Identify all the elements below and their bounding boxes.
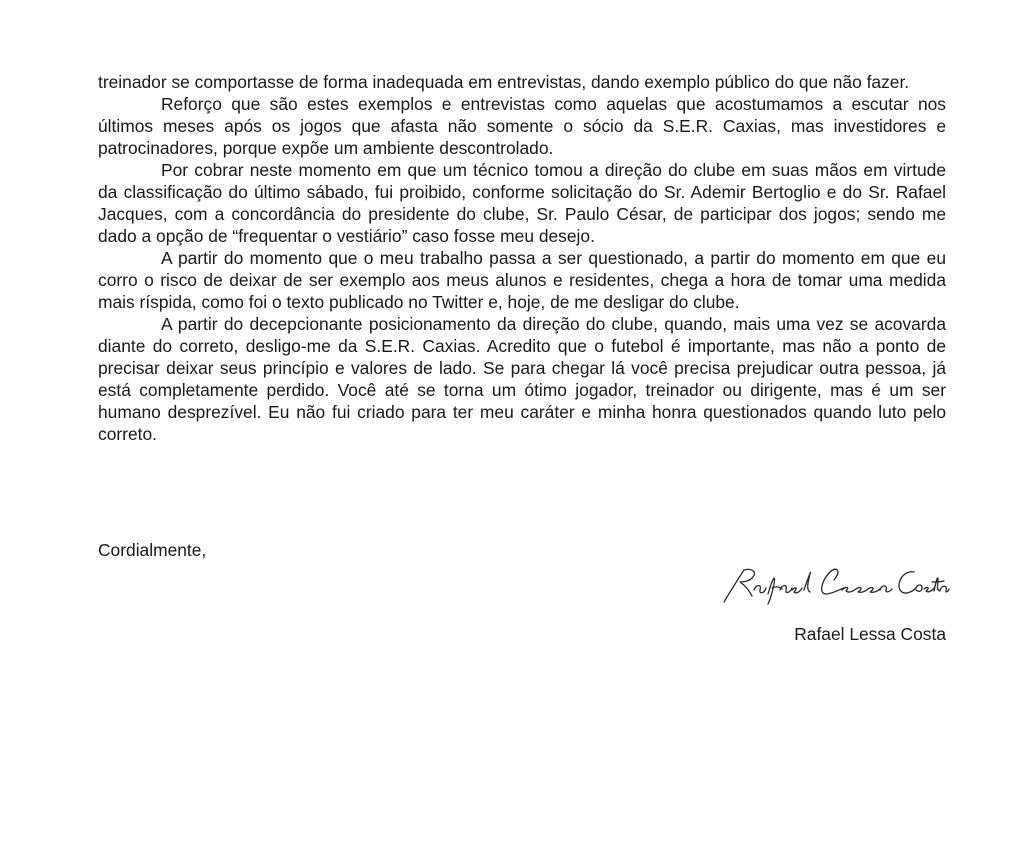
paragraph: A partir do momento que o meu trabalho passa a ser questionado, a partir do momento em que eu corro o risco de deixar de ser exemplo aos meus alunos e residentes, chega a hora de tomar uma medida mais ríspida, como foi o texto publicado no Twitter e, hoje, de me desligar do clube. — [98, 248, 946, 312]
closing-salutation: Cordialmente, — [98, 540, 207, 560]
paragraph: Reforço que são estes exemplos e entrevistas como aquelas que acostumamos a escutar nos últimos meses após os jogos que afasta não somente o sócio da S.E.R. Caxias, mas investidores e patrocinadores, porque expõe um ambiente descontrolado. — [98, 94, 946, 158]
paragraph-continuation: treinador se comportasse de forma inadequada em entrevistas, dando exemplo público do que não fazer. — [98, 72, 910, 92]
signer-name: Rafael Lessa Costa — [794, 624, 946, 644]
paragraph: A partir do decepcionante posicionamento da direção do clube, quando, mais uma vez se acovarda diante do correto, desligo-me da S.E.R. Caxias. Acredito que o futebol é importante, mas não a ponto de precisar deixar seus princípio e valores de lado. Se para chegar lá você precisa prejudicar outra pessoa, já está completamente perdido. Você até se torna um ótimo jogador, treinador ou dirigente, mas é um ser humano desprezível. Eu não fui criado para ter meu caráter e minha honra questionados quando luto pelo correto. — [98, 314, 946, 444]
paragraph: Por cobrar neste momento em que um técnico tomou a direção do clube em suas mãos em virtude da classificação do último sábado, fui proibido, conforme solicitação do Sr. Ademir Bertoglio e do Sr. Rafael Jacques, com a concordância do presidente do clube, Sr. Paulo César, de participar dos jogos; sendo me dado a opção de “frequentar o vestiário” caso fosse meu desejo. — [98, 160, 946, 246]
letter-body — [98, 71, 946, 445]
handwritten-signature — [718, 560, 950, 610]
